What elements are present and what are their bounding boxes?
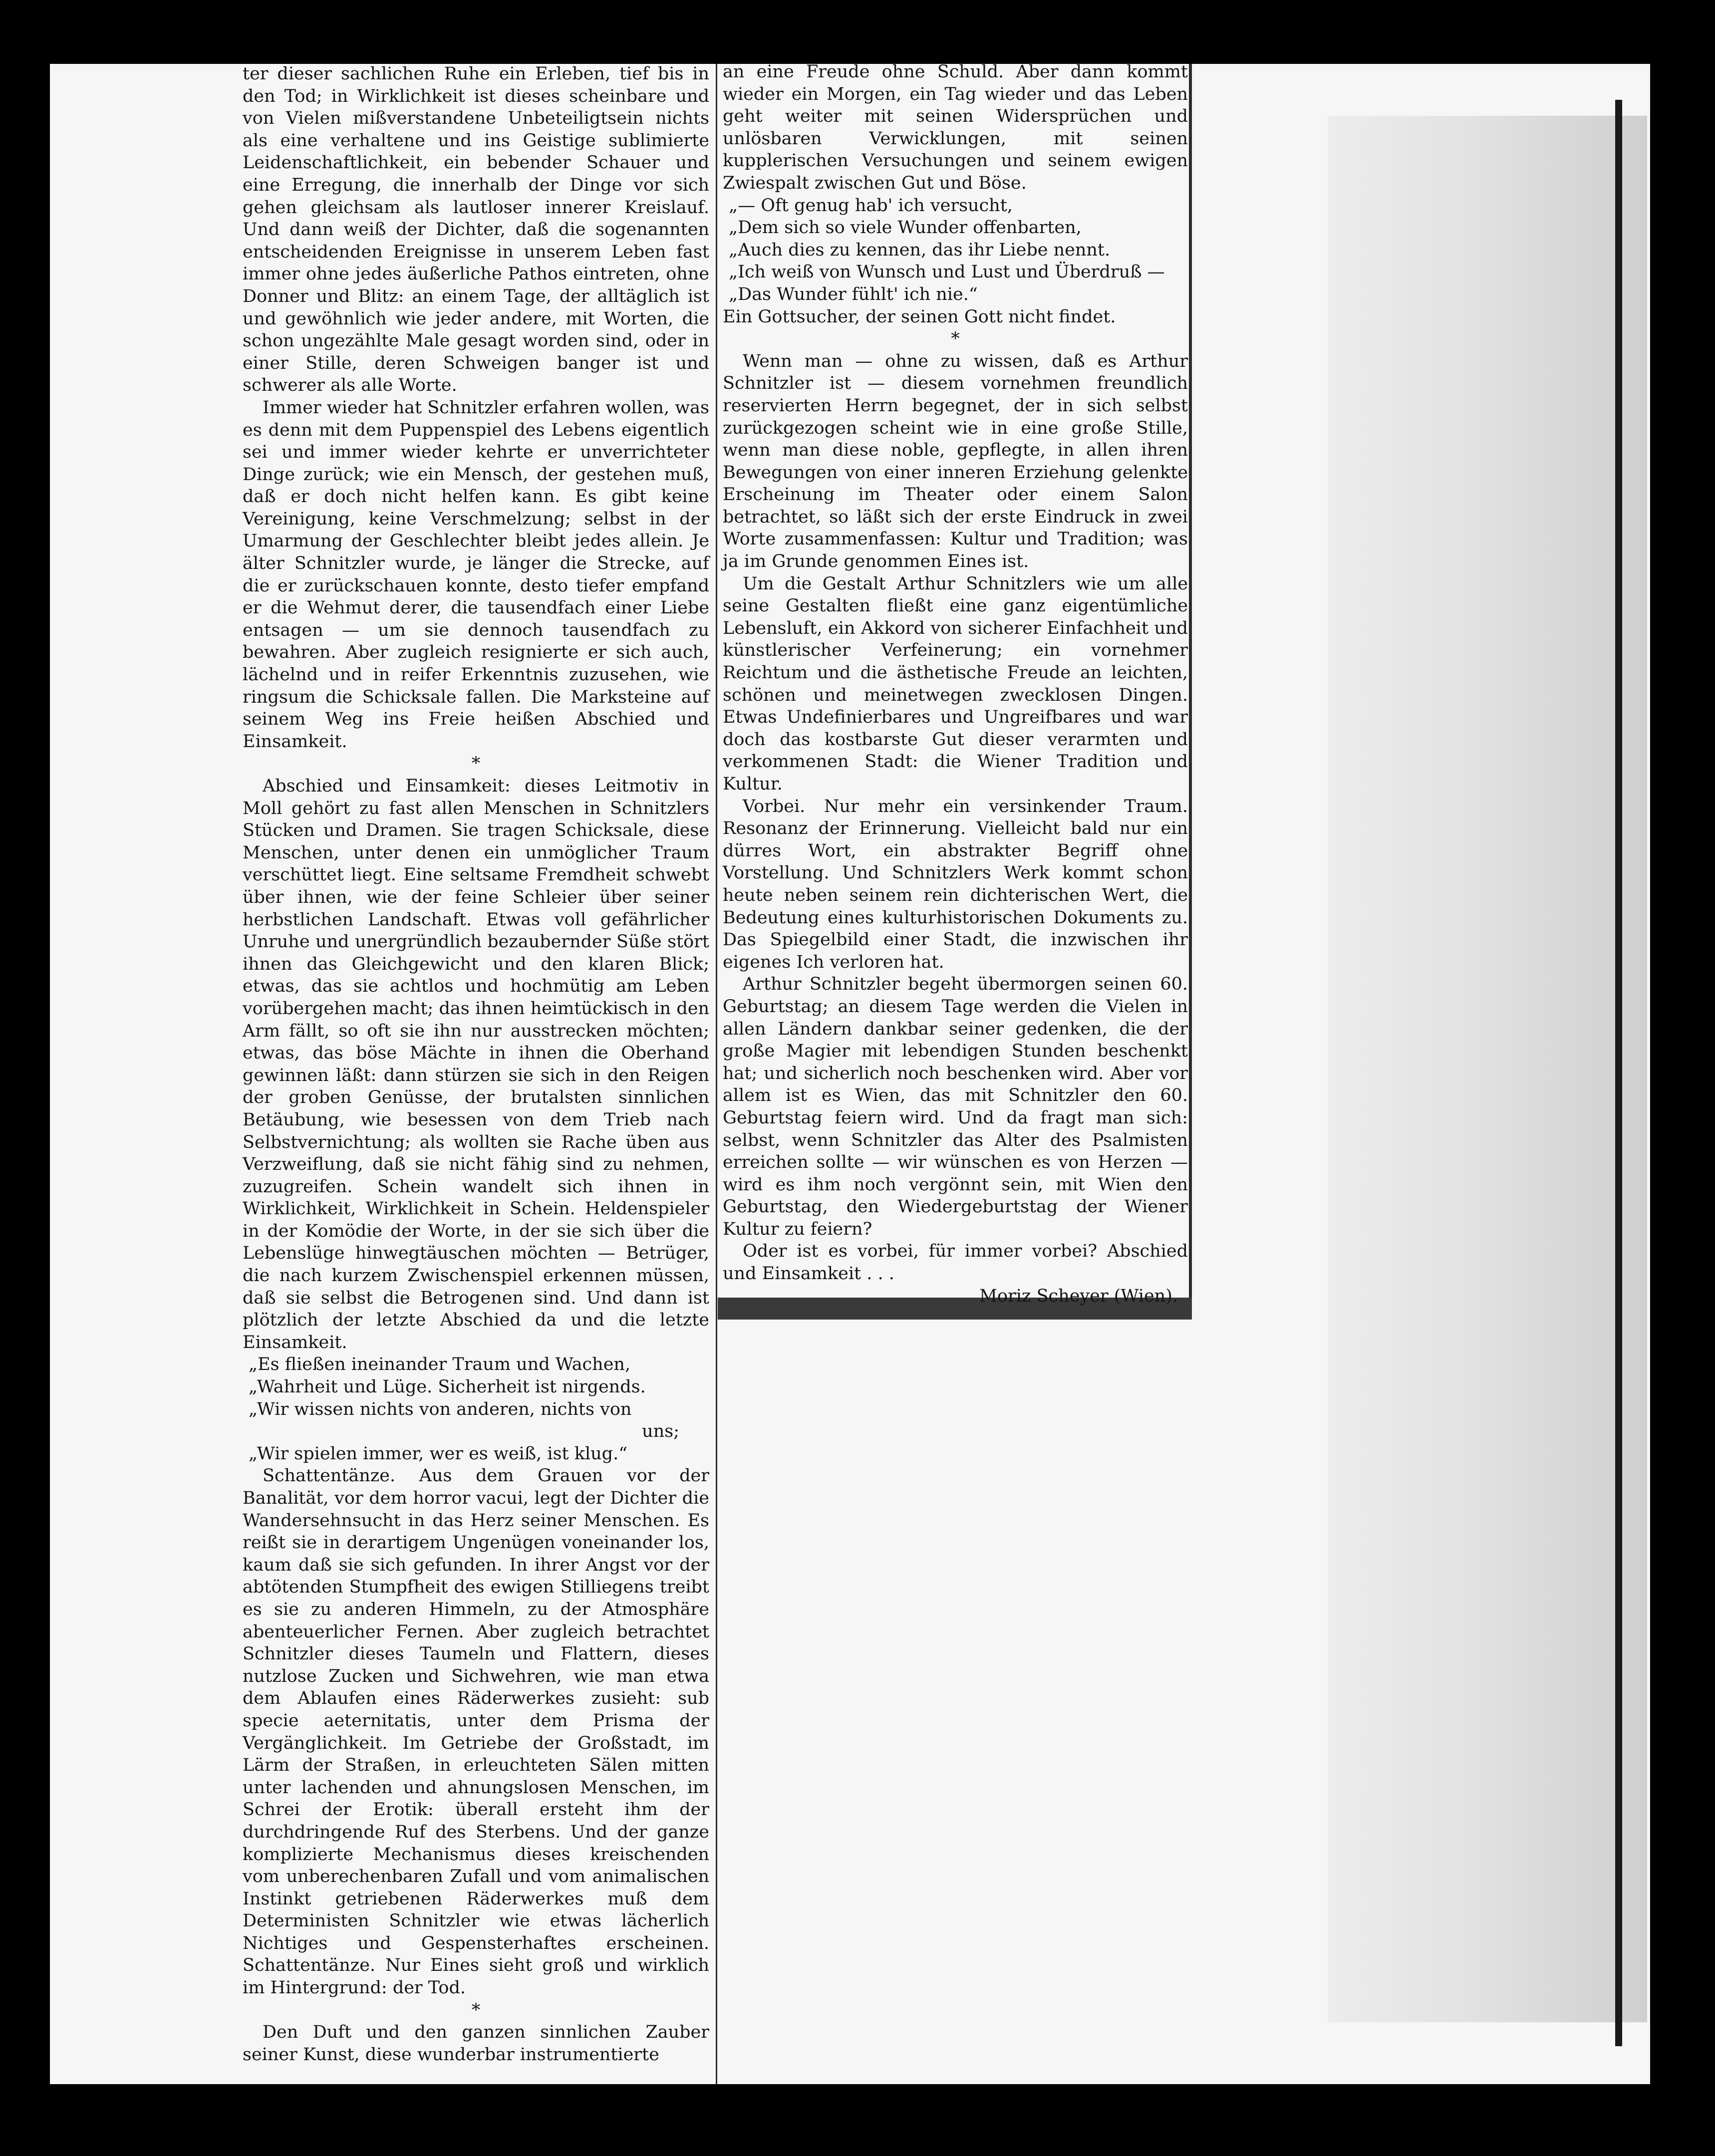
page-edge	[1615, 100, 1622, 2046]
verse-line: „Ich weiß von Wunsch und Lust und Überdruß —	[729, 262, 1165, 282]
verse-line: „Auch dies zu kennen, das ihr Liebe nennt.	[729, 240, 1111, 260]
paragraph: Abschied und Einsamkeit: dieses Leitmotiv in Moll gehört zu fast allen Menschen in Schnitzlers Stücken und Dramen. Sie tragen Schicksale, diese Menschen, unter denen ein unmöglicher Traum verschüttet liegt. Eine seltsame Fremdheit schwebt über ihnen, wie der feine Schleier über seiner herbstlichen Landschaft. Etwas voll gefährlicher Unruhe und unergründlich bezaubernder Süße stört ihnen das Gleichgewicht und den klaren Blick; etwas, das sie achtlos und hochmütig am Leben vorübergehen macht; das ihnen heimtückisch in den Arm fällt, so oft sie ihn nur ausstrecken möchten; etwas, das böse Mächte in ihnen die Oberhand gewinnen läßt: dann stürzen sie sich in den Reigen der groben Genüsse, der brutalsten sinnlichen Betäubung, wie besessen von dem Trieb nach Selbstvernichtung; als wollten sie Rache üben aus Verzweiflung, daß sie nicht fähig sind zu nehmen, zuzugreifen. Schein wandelt sich ihnen in Wirklichkeit, Wirklichkeit in Schein. Heldenspieler in der Komödie der Worte, in der sie sich über die Lebenslüge hinwegtäuschen möchten — Betrüger, die nach kurzem Zwischenspiel erkennen müssen, daß sie selbst die Betrogenen sind. Und dann ist plötzlich der letzte Abschied da und die letzte Einsamkeit.	[243, 776, 709, 1352]
right-text-column	[723, 61, 1188, 1307]
paragraph: an eine Freude ohne Schuld. Aber dann kommt wieder ein Morgen, ein Tag wieder und das Leben geht weiter mit seinen Widersprüchen und unlösbaren Verwicklungen, mit seinen kupplerischen Versuchungen und seinem ewigen Zwiespalt zwischen Gut und Böse.	[723, 62, 1188, 193]
paragraph: Arthur Schnitzler begeht übermorgen seinen 60. Geburtstag; an diesem Tage werden die Vielen in allen Ländern dankbar seiner gedenken, die der große Magier mit lebendigen Stunden beschenkt hat; und sicherlich noch beschenken wird. Aber vor allem ist es Wien, das mit Schnitzler den 60. Geburtstag feiern wird. Und da fragt man sich: selbst, wenn Schnitzler das Alter des Psalmisten erreichen sollte — wir wünschen es von Herzen — wird es ihm noch vergönnt sein, mit Wien den Geburtstag, den Wiedergeburtstag der Wiener Kultur zu feiern?	[723, 974, 1188, 1239]
paragraph: ter dieser sachlichen Ruhe ein Erleben, tief bis in den Tod; in Wirklichkeit ist dieses scheinbare und von Vielen mißverstandene Unbeteiligtsein nichts als eine verhaltene und ins Geistige sublimierte Leidenschaftlichkeit, ein bebender Schauer und eine Erregung, die innerhalb der Dinge vor sich gehen gleichsam als lautloser innerer Kreislauf. Und dann weiß der Dichter, daß die sogenannten entscheidenden Ereignisse in unserem Leben fast immer ohne jedes äußerliche Pathos eintreten, ohne Donner und Blitz: an einem Tage, der alltäglich ist und gewöhnlich wie jeder andere, mit Worten, die schon ungezählte Male gesagt worden sind, oder in einer Stille, deren Schweigen banger ist und schwerer als alle Worte.	[243, 64, 709, 396]
paragraph: Ein Gottsucher, der seinen Gott nicht findet.	[723, 306, 1116, 327]
paragraph: Oder ist es vorbei, für immer vorbei? Abschied und Einsamkeit . . .	[723, 1241, 1188, 1284]
column-rule	[716, 64, 717, 2084]
verse-line: uns;	[642, 1421, 679, 1442]
paragraph: Immer wieder hat Schnitzler erfahren wollen, was es denn mit dem Puppenspiel des Lebens eigentlich sei und immer wieder kehrte er unverrichteter Dinge zurück; wie ein Mensch, der gestehen muß, daß er doch nicht helfen kann. Es gibt keine Vereinigung, keine Verschmelzung; selbst in der Umarmung der Geschlechter bleibt jedes allein. Je älter Schnitzler wurde, je länger die Strecke, auf die er zurückschauen konnte, desto tiefer empfand er die Wehmut derer, die tausendfach einer Liebe entsagen — um sie dennoch tausendfach zu bewahren. Aber zugleich resignierte er sich auch, lächelnd und in reifer Erkenntnis zuzusehen, wie ringsum die Schicksale fallen. Die Marksteine auf seinem Weg ins Freie heißen Abschied und Einsamkeit.	[243, 397, 709, 752]
verse-line: „Es fließen ineinander Traum und Wachen,	[249, 1354, 631, 1375]
verse-line: „Wahrheit und Lüge. Sicherheit ist nirgends.	[249, 1377, 646, 1397]
verse-line: „Wir spielen immer, wer es weiß, ist klug.“	[249, 1443, 628, 1464]
section-separator: *	[471, 754, 481, 774]
section-separator: *	[951, 329, 960, 349]
author-signature: Moriz Scheyer (Wien).	[979, 1286, 1178, 1306]
paragraph: Vorbei. Nur mehr ein versinkender Traum. Resonanz der Erinnerung. Vielleicht bald nur ein dürres Wort, ein abstrakter Begriff ohne Vorstellung. Und Schnitzlers Werk kommt schon heute neben seinem rein dichterischen Wert, die Bedeutung eines kulturhistorischen Dokuments zu. Das Spiegelbild einer Stadt, die inzwischen ihr eigenes Ich verloren hat.	[723, 796, 1188, 972]
verse-line: „— Oft genug hab' ich versucht,	[729, 195, 1013, 216]
clipping-edge	[1189, 64, 1192, 1302]
paragraph: Um die Gestalt Arthur Schnitzlers wie um alle seine Gestalten fließt eine ganz eigentümliche Lebensluft, ein Akkord von sicherer Einfachheit und künstlerischer Verfeinerung; ein vornehmer Reichtum und die ästhetische Freude an leichten, schönen und meinetwegen zwecklosen Dingen. Etwas Undefinierbares und Ungreifbares und war doch das kostbarste Gut dieser verarmten und verkommenen Stadt: die Wiener Tradition und Kultur.	[723, 573, 1188, 794]
paragraph: Den Duft und den ganzen sinnlichen Zauber seiner Kunst, diese wunderbar instrumentierte	[243, 2022, 709, 2065]
paragraph: Schattentänze. Aus dem Grauen vor der Banalität, vor dem horror vacui, legt der Dichter die Wandersehnsucht in das Herz seiner Menschen. Es reißt sie in derartigem Ungenügen voneinander los, kaum daß sie sich gefunden. In ihrer Angst vor der abtötenden Stumpfheit des ewigen Stilliegens treibt es sie zu anderen Himmeln, zu der Atmosphäre abenteuerlicher Fernen. Aber zugleich betrachtet Schnitzler dieses Taumeln und Flattern, dieses nutzlose Zucken und Sichwehren, wie man etwa dem Ablaufen eines Räderwerkes zusieht: sub specie aeternitatis, unter dem Prisma der Vergänglichkeit. Im Getriebe der Großstadt, im Lärm der Straßen, in erleuchteten Sälen mitten unter lachenden und ahnungslosen Menschen, im Schrei der Erotik: überall ersteht ihm der durchdringende Ruf des Sterbens. Und der ganze komplizierte Mechanismus dieses kreischenden vom unberechenbaren Zufall und vom animalischen Instinkt getriebenen Räderwerkes muß dem Deterministen Schnitzler wie etwas lächerlich Nichtiges und Gespensterhaftes erscheinen. Schattentänze. Nur Eines sieht groß und wirklich im Hintergrund: der Tod.	[243, 1466, 709, 1998]
section-separator: *	[471, 2000, 481, 2020]
paragraph: Wenn man — ohne zu wissen, daß es Arthur Schnitzler ist — diesem vornehmen freundlich reservierten Herrn begegnet, der in sich selbst zurückgezogen scheint wie in eine große Stille, wenn man diese noble, gepflegte, in allen ihren Bewegungen von einer inneren Erziehung gelenkte Erscheinung im Theater oder einem Salon betrachtet, so läßt sich der erste Eindruck in zwei Worte zusammenfassen: Kultur und Tradition; was ja im Grunde genommen Eines ist.	[723, 351, 1188, 572]
verse-line: „Das Wunder fühlt' ich nie.“	[729, 284, 978, 304]
blank-paper-area	[1328, 116, 1647, 2022]
verse-line: „Wir wissen nichts von anderen, nichts von	[249, 1399, 632, 1419]
left-text-column	[243, 63, 709, 2066]
verse-line: „Dem sich so viele Wunder offenbarten,	[729, 218, 1082, 238]
